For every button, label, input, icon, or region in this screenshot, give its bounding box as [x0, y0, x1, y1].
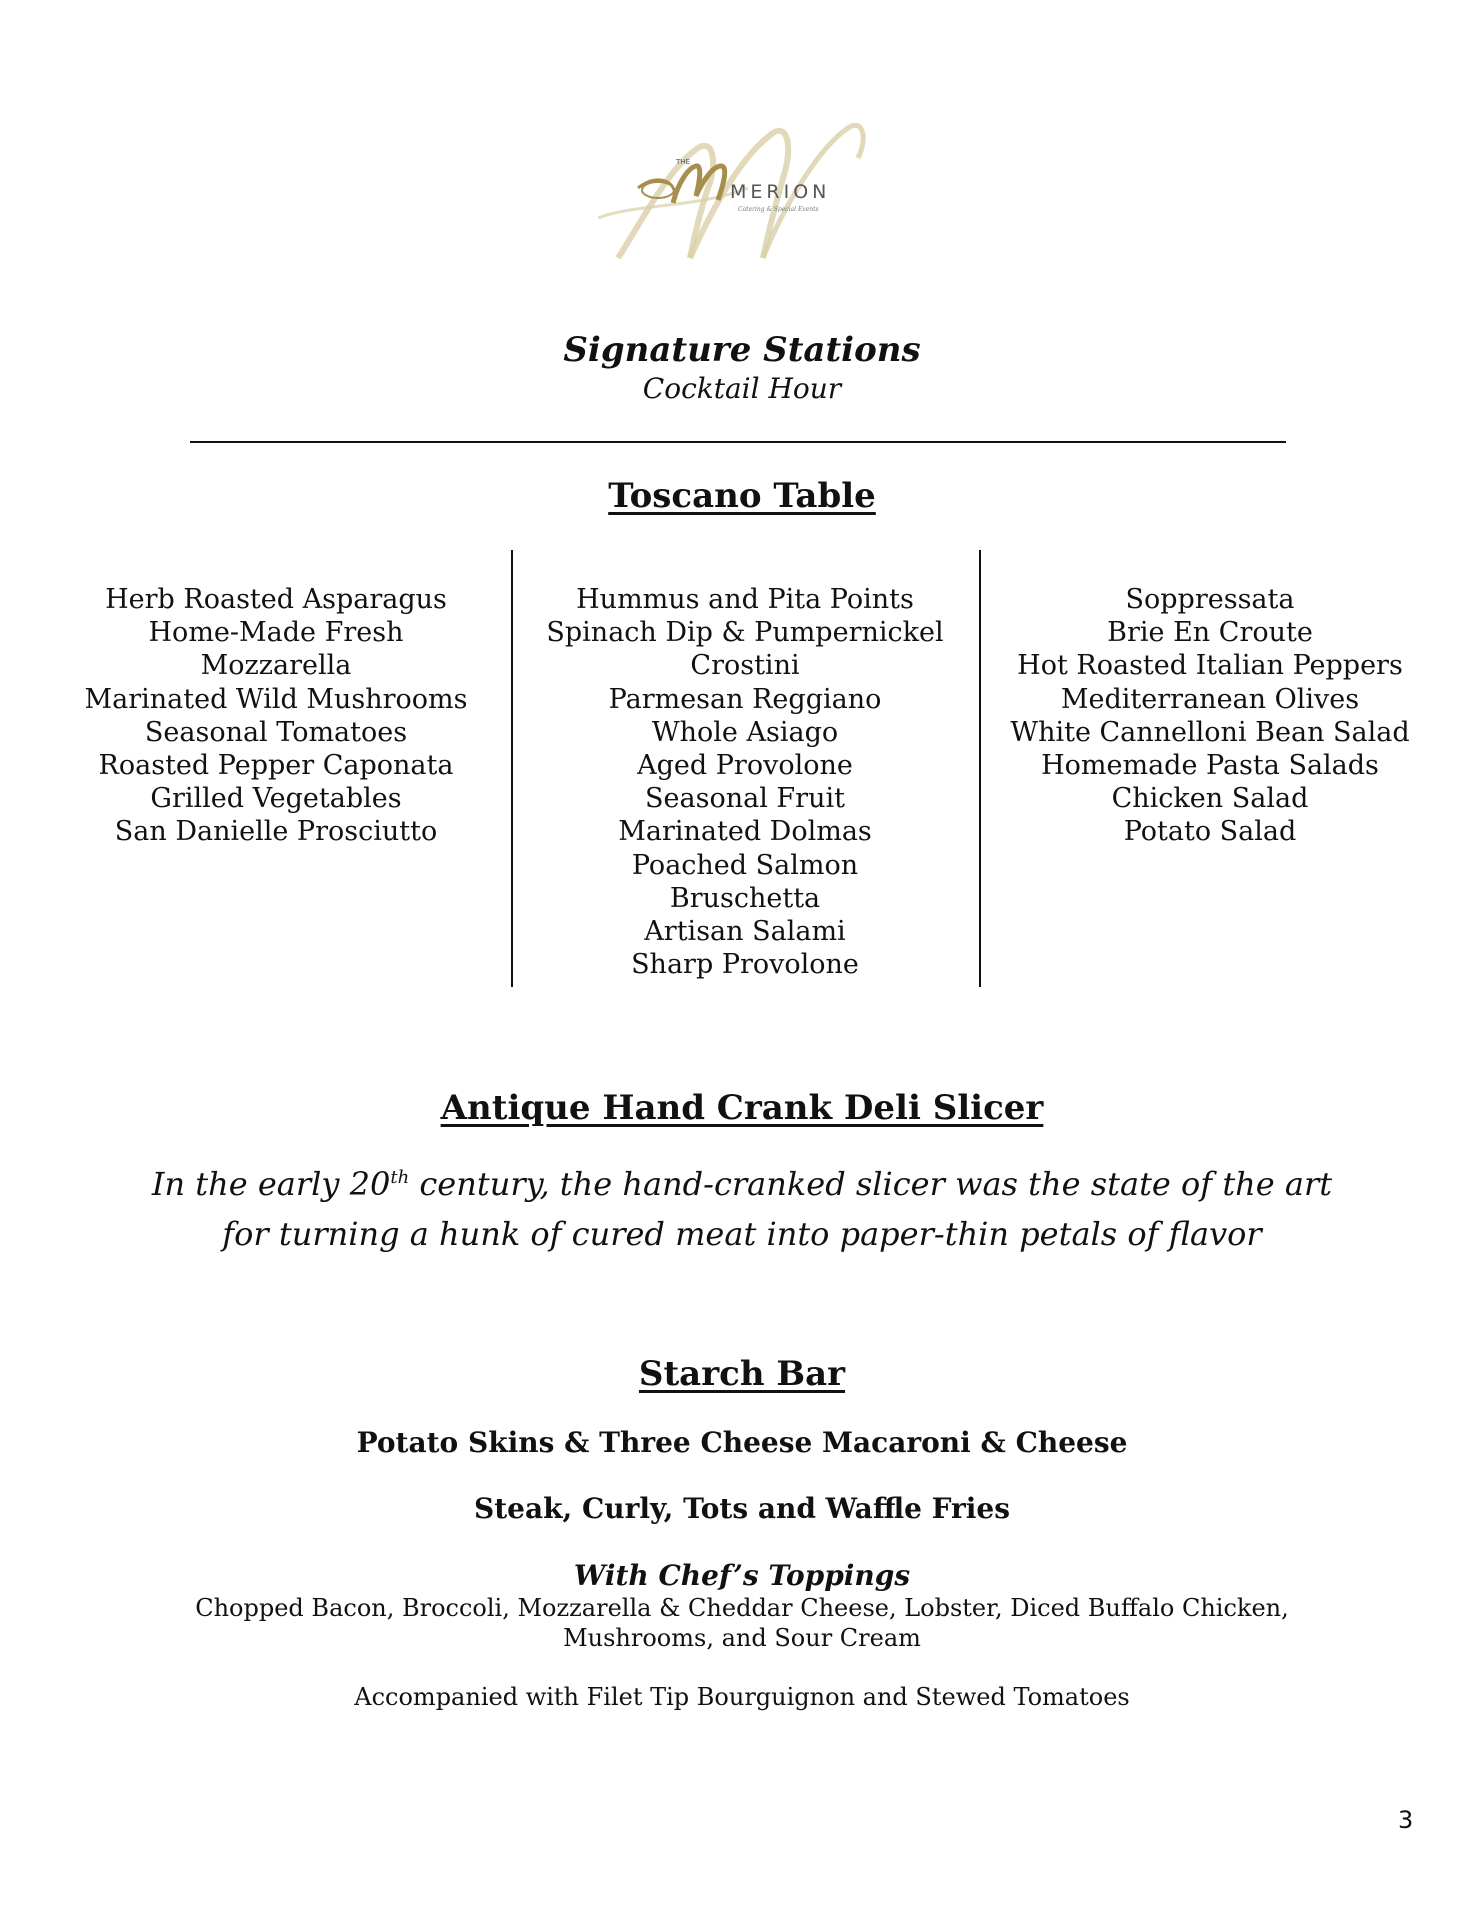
list-item: Potato Salad [1123, 816, 1297, 848]
starch-item-1: Potato Skins & Three Cheese Macaroni & Cheese [356, 1426, 1128, 1459]
list-item: Grilled Vegetables [150, 783, 402, 815]
list-item: San Danielle Prosciutto [114, 816, 438, 848]
list-item: Parmesan Reggiano [608, 683, 882, 715]
toppings-line-1: Chopped Bacon, Broccoli, Mozzarella & Cheddar Cheese, Lobster, Diced Buffalo Chicken, [195, 1594, 1289, 1622]
list-item: White Cannelloni Bean Salad [1010, 716, 1410, 748]
list-item: Hot Roasted Italian Peppers [1017, 650, 1403, 682]
toppings-list [150, 1593, 1334, 1653]
slicer-line1-before: In the early 20 [151, 1165, 391, 1203]
list-item: Spinach Dip & Pumpernickel [546, 617, 944, 649]
slicer-description-line-1 [0, 1162, 1484, 1212]
list-item: Aged Provolone [637, 750, 853, 782]
toppings-line-2: Mushrooms, and Sour Cream [563, 1624, 921, 1652]
accompanied-note: Accompanied with Filet Tip Bourguignon and Stewed Tomatoes [354, 1683, 1130, 1711]
slicer-description [0, 1162, 1484, 1257]
list-item: Seasonal Tomatoes [144, 716, 408, 748]
starch-item-2: Steak, Curly, Tots and Waffle Fries [473, 1492, 1011, 1525]
column-divider [979, 550, 981, 987]
slicer-title: Antique Hand Crank Deli Slicer [440, 1088, 1044, 1128]
list-item: Soppressata [1125, 584, 1295, 615]
list-item: Mediterranean Olives [1060, 683, 1360, 715]
logo-prefix: THE [676, 158, 690, 166]
slicer-description-line-2: for turning a hunk of cured meat into paper-thin petals of flavor [222, 1215, 1262, 1253]
logo-tagline: Catering & Special Events [738, 206, 819, 213]
list-item: Home-Made Fresh [148, 617, 404, 649]
list-item: Chicken Salad [1111, 783, 1309, 815]
slicer-line1-sup: th [390, 1167, 410, 1188]
list-item: Marinated Wild Mushrooms [84, 683, 468, 715]
list-item: Bruschetta [669, 882, 821, 914]
list-item: Homemade Pasta Salads [1041, 750, 1379, 782]
starch-title: Starch Bar [638, 1354, 846, 1394]
list-item: Mozzarella [200, 650, 352, 682]
list-item: Brie En Croute [1107, 617, 1313, 649]
list-item: Roasted Pepper Caponata [98, 750, 454, 782]
page-number: 3 [1398, 1806, 1414, 1834]
list-item: Marinated Dolmas [618, 816, 872, 848]
page-title: Signature Stations [563, 330, 921, 370]
logo-brand-name: MERION [730, 181, 831, 203]
list-item: Crostini [690, 650, 800, 682]
toscano-column-2 [520, 583, 970, 981]
toscano-column-3 [990, 583, 1430, 849]
toppings-title: With Chef’s Toppings [573, 1559, 911, 1592]
header-divider [190, 441, 1286, 443]
merion-logo [578, 108, 898, 268]
list-item: Herb Roasted Asparagus [105, 584, 447, 615]
list-item: Seasonal Fruit [645, 783, 845, 815]
column-divider [511, 550, 513, 987]
page-subtitle: Cocktail Hour [642, 372, 842, 405]
list-item: Whole Asiago [651, 716, 839, 748]
slicer-line1-after: century, the hand-cranked slicer was the state of the art [409, 1165, 1333, 1203]
list-item: Poached Salmon [631, 849, 859, 881]
list-item: Artisan Salami [644, 916, 846, 948]
list-item: Sharp Provolone [631, 949, 859, 981]
list-item: Hummus and Pita Points [576, 584, 914, 615]
toscano-title: Toscano Table [608, 476, 876, 516]
toscano-column-1 [60, 583, 492, 849]
